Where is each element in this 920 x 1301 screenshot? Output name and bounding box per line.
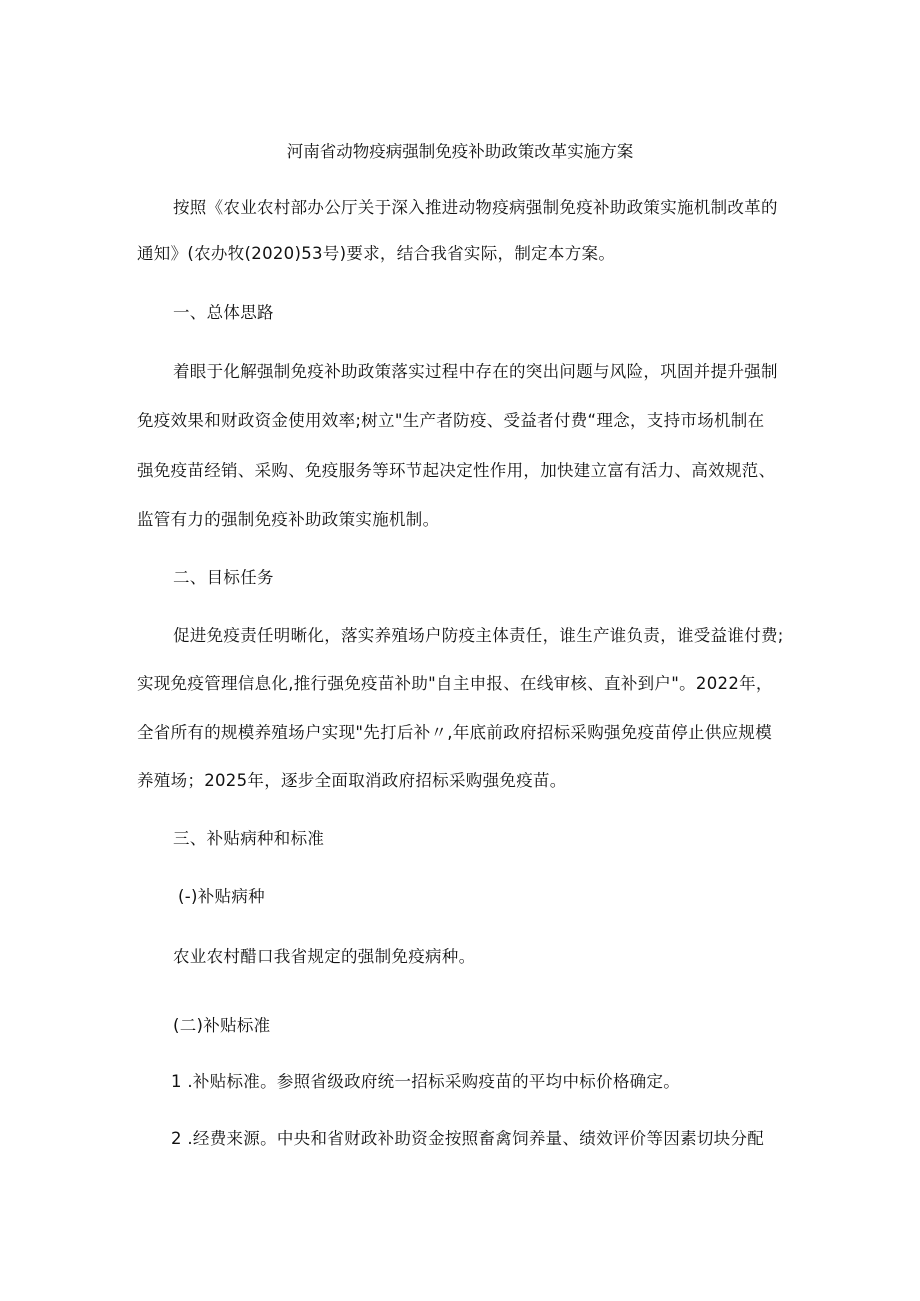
section2-heading: 二、目标任务	[173, 568, 274, 587]
section3-sub2-item-2: 2 .经费来源。中央和省财政补助资金按照畜禽饲养量、绩效评价等因素切块分配	[171, 1129, 765, 1148]
section1-line-3: 强免疫苗经销、采购、免疫服务等环节起决定性作用，加快建立富有活力、高效规范、	[137, 461, 776, 480]
section2-line-1: 促进免疫责任明晰化，落实养殖场户防疫主体责任，谁生产谁负责，谁受益谁付费;	[173, 626, 784, 645]
section3-sub2-item-1: 1 .补贴标准。参照省级政府统一招标采购疫苗的平均中标价格确定。	[171, 1072, 681, 1091]
section1-heading: 一、总体思路	[173, 303, 274, 322]
intro-line-2: 通知》(农办牧(2020)53号)要求，结合我省实际，制定本方案。	[137, 244, 616, 263]
section1-line-1: 着眼于化解强制免疫补助政策落实过程中存在的突出问题与风险，巩固并提升强制	[173, 362, 778, 381]
section2-line-2: 实现免疫管理信息化,推行强免疫苗补助"自主申报、在线审核、直补到户"。2022年，	[137, 674, 773, 693]
section3-sub1-heading: (-)补贴病种	[178, 887, 265, 906]
section3-sub1-text: 农业农村醋口我省规定的强制免疫病种。	[173, 947, 476, 966]
document-title: 河南省动物疫病强制免疫补助政策改革实施方案	[286, 142, 634, 161]
section2-line-3: 全省所有的规模养殖场户实现"先打后补〃,年底前政府招标采购强免疫苗停止供应规模	[137, 723, 773, 742]
intro-line-1: 按照《农业农村部办公厅关于深入推进动物疫病强制免疫补助政策实施机制改革的	[173, 198, 778, 217]
section3-sub2-heading: (二)补贴标准	[173, 1016, 271, 1035]
section1-line-4: 监管有力的强制免疫补助政策实施机制。	[137, 510, 440, 529]
section1-line-2: 免疫效果和财政资金使用效率;树立"生产者防疫、受益者付费“理念，支持市场机制在	[137, 411, 765, 430]
section2-line-4: 养殖场；2025年，逐步全面取消政府招标采购强免疫苗。	[137, 771, 567, 790]
section3-heading: 三、补贴病种和标准	[173, 829, 325, 848]
